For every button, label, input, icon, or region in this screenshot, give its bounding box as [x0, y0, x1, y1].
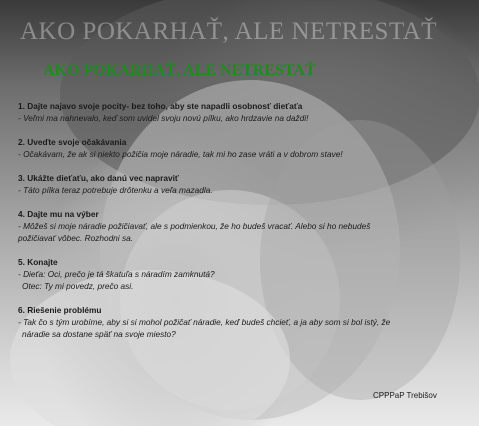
advice-example: - Tak čo s tým urobíme, aby si si mohol požičať náradie, keď budeš chcieť, a ja aby som si bol istý, že [18, 317, 391, 327]
advice-heading: 5. Konajte [18, 257, 58, 267]
page-title: AKO POKARHAŤ, ALE NETRESTAŤ [43, 62, 316, 79]
advice-heading: 4. Dajte mu na výber [18, 209, 99, 219]
advice-example: - Veľmi ma nahnevalo, keď som uvidel svoju novú pílku, ako hrdzavie na daždi! [18, 113, 309, 123]
advice-heading: 6. Riešenie problému [18, 305, 102, 315]
advice-example: náradie sa dostane späť na svoje miesto? [22, 329, 176, 339]
advice-list [18, 100, 473, 352]
organization-credit: CPPPaP Trebišov [373, 391, 437, 400]
advice-example: požičiavať vôbec. Rozhodni sa. [18, 233, 134, 243]
advice-heading: 3. Ukážte dieťaťu, ako danú vec napraviť [18, 173, 179, 183]
advice-item [18, 208, 473, 244]
advice-heading: 2. Uveďte svoje očakávania [18, 137, 127, 147]
background-title: AKO POKARHAŤ, ALE NETRESTAŤ [20, 18, 438, 45]
advice-example: - Môžeš si moje náradie požičiavať, ale s podmienkou, že ho budeš vracať. Alebo si ho nebudeš [18, 221, 371, 231]
advice-item [18, 304, 473, 340]
advice-example: Otec: Ty mi povedz, prečo asi. [22, 281, 134, 291]
advice-heading: 1. Dajte najavo svoje pocity- bez toho, aby ste napadli osobnosť dieťaťa [18, 101, 303, 111]
advice-example: - Dieťa: Oci, prečo je tá škatuľa s náradím zamknutá? [18, 269, 215, 279]
advice-item [18, 136, 473, 160]
advice-item [18, 256, 473, 292]
advice-example: - Táto pílka teraz potrebuje drôtenku a veľa mazadla. [18, 185, 213, 195]
advice-item [18, 100, 473, 124]
advice-item [18, 172, 473, 196]
advice-example: - Očakávam, že ak si niekto požičia moje náradie, tak mi ho zase vráti a v dobrom stave! [18, 149, 343, 159]
